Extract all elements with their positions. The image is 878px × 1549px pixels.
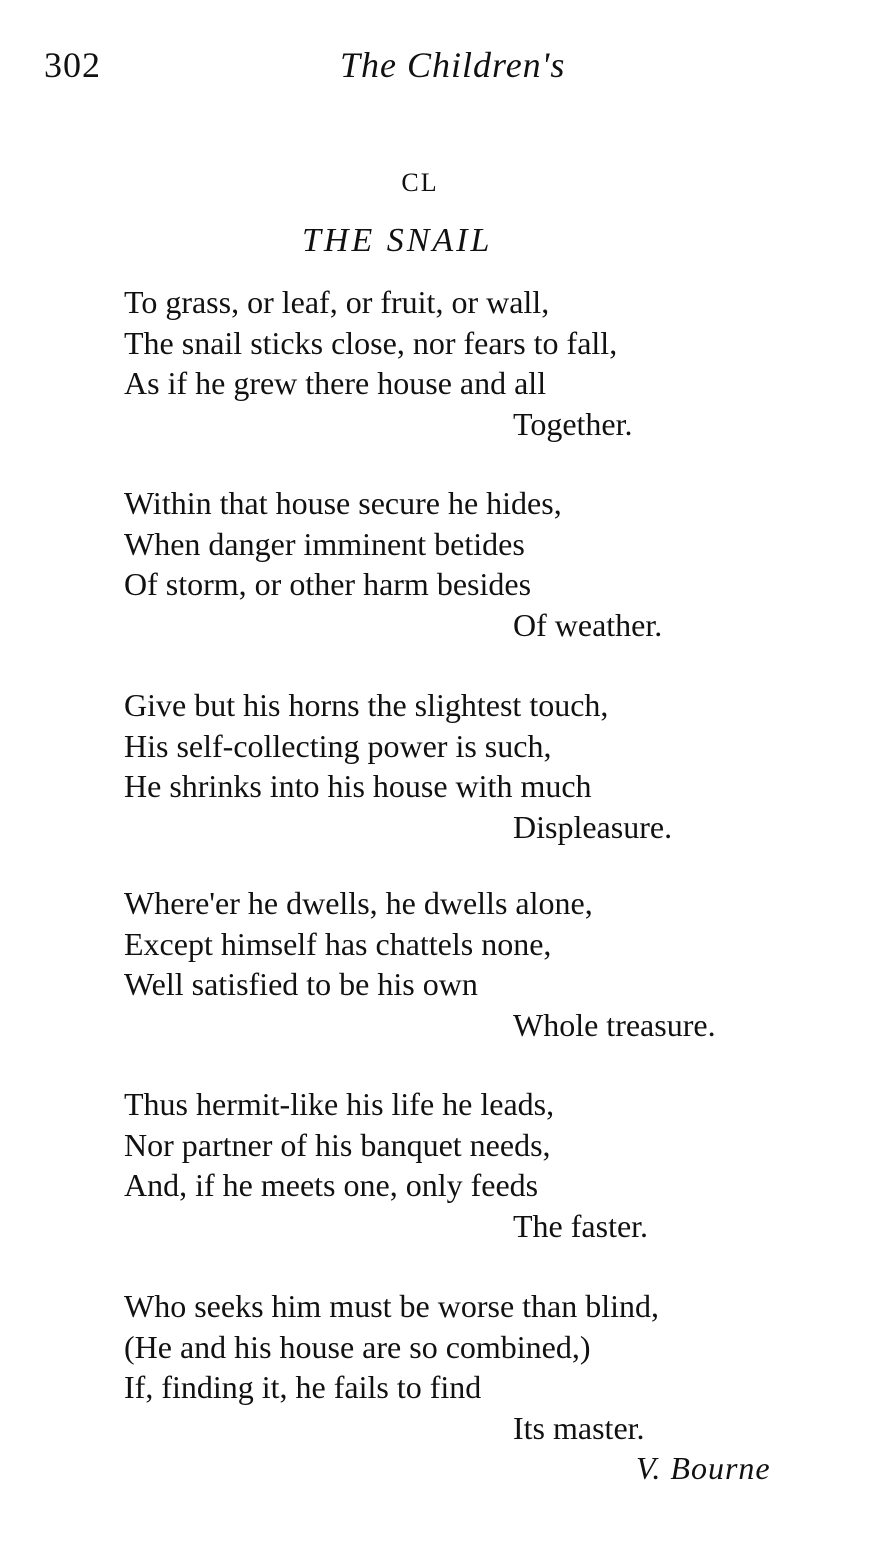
poem-attribution: V. Bourne xyxy=(636,1450,771,1486)
poem-line: Where'er he dwells, he dwells alone, xyxy=(124,885,593,921)
poem-refrain-line: Displeasure. xyxy=(513,808,673,845)
poem-line: Thus hermit-like his life he leads, xyxy=(124,1086,555,1122)
poem-refrain-line: The faster. xyxy=(513,1207,649,1244)
poem-refrain-line: Its master. xyxy=(513,1409,645,1446)
poem-line: And, if he meets one, only feeds xyxy=(124,1167,539,1203)
poem-line: (He and his house are so combined,) xyxy=(124,1328,591,1365)
stanza-3 xyxy=(124,685,844,847)
running-head: The Children's xyxy=(340,45,566,85)
poem-line: The snail sticks close, nor fears to fall, xyxy=(124,324,618,361)
stanza-1 xyxy=(124,282,844,444)
stanza-2 xyxy=(124,483,844,645)
poem-line: Of storm, or other harm besides xyxy=(124,566,532,602)
page-number: 302 xyxy=(44,45,101,85)
poem-line: To grass, or leaf, or fruit, or wall, xyxy=(124,284,550,320)
poem-line: As if he grew there house and all xyxy=(124,365,547,401)
poem-number: CL xyxy=(401,168,439,197)
stanza-5 xyxy=(124,1084,844,1246)
poem-refrain-line: Together. xyxy=(513,405,633,442)
poem-line: When danger imminent betides xyxy=(124,525,525,562)
stanza-4 xyxy=(124,883,844,1045)
poem-line: His self-collecting power is such, xyxy=(124,727,552,764)
poem-refrain-line: Whole treasure. xyxy=(513,1006,716,1043)
stanza-6 xyxy=(124,1286,844,1448)
poem-line: Within that house secure he hides, xyxy=(124,485,562,521)
poem-line: Well satisfied to be his own xyxy=(124,966,478,1002)
poem-line: He shrinks into his house with much xyxy=(124,768,592,804)
poem-line: Nor partner of his banquet needs, xyxy=(124,1126,551,1163)
poem-line: Give but his horns the slightest touch, xyxy=(124,687,609,723)
poem-line: Who seeks him must be worse than blind, xyxy=(124,1288,660,1324)
poem-title: THE SNAIL xyxy=(302,222,493,259)
poem-line: If, finding it, he fails to find xyxy=(124,1369,482,1405)
poem-refrain-line: Of weather. xyxy=(513,606,663,643)
poem-line: Except himself has chattels none, xyxy=(124,925,552,962)
